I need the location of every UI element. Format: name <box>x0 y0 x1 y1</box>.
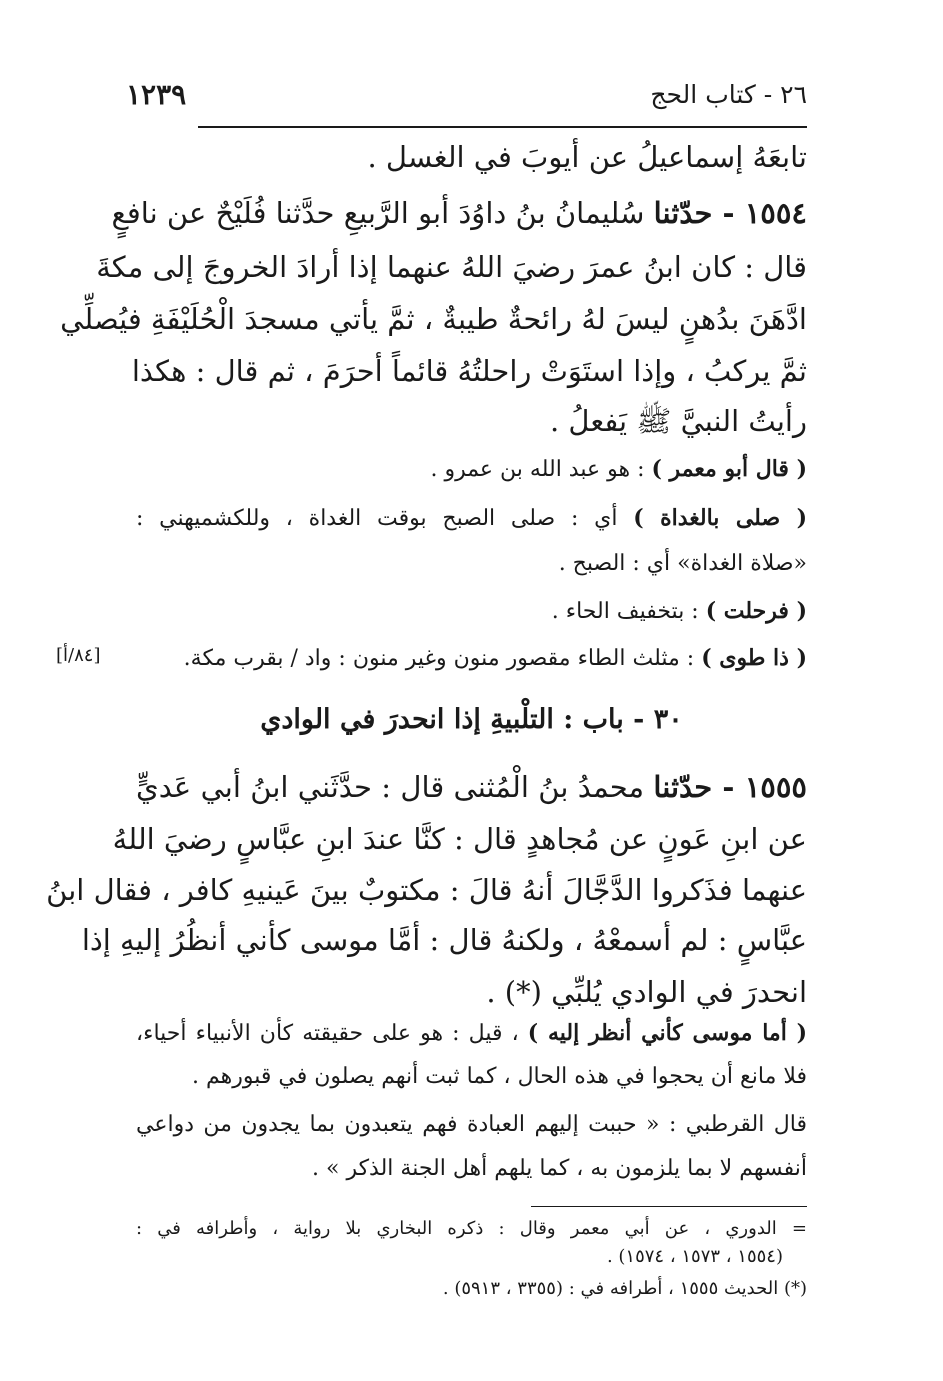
text-line: تابعَهُ إسماعيلُ عن أيوبَ في الغسل . <box>367 140 807 174</box>
page-header <box>126 78 807 126</box>
text-line: ثمَّ يركبُ ، وإذا استَوَتْ راحلتُهُ قائماً أحرَمَ ، ثم قال : هكذا <box>131 354 807 388</box>
commentary-text: أي : صلى الصبح بوقت الغداة ، وللكشميهني : <box>136 506 634 531</box>
chapter-title: ٢٦ - كتاب الحج <box>650 80 807 109</box>
commentary-line <box>136 1020 807 1046</box>
commentary-term: ( ذا طوى ) <box>701 645 807 671</box>
hadith-1555-opening <box>136 770 807 804</box>
hadith-number: ١٥٥٤ - حدّثنا <box>653 196 807 230</box>
page-number: ١٢٣٩ <box>126 78 187 111</box>
commentary-line <box>184 645 807 671</box>
footnote-line: = الدوري ، عن أبي معمر وقال : ذكره البخاري بلا رواية ، وأطرافه في : <box>136 1218 807 1239</box>
hadith-text: سُليمانُ بنُ داوُدَ أبو الرَّبيعِ حدَّثنا فُلَيْحٌ عن نافعٍ <box>111 196 645 230</box>
footnote-line: (١٥٥٤ ، ١٥٧٣ ، ١٥٧٤) . <box>606 1246 783 1267</box>
text-line: رأيتُ النبيَّ ﷺ يَفعلُ . <box>550 404 807 438</box>
commentary-term: ( صلى بالغداة ) <box>633 505 807 531</box>
text-line: عنهما فذَكروا الدَّجَّالَ أنهُ قالَ : مكتوبٌ بينَ عَينيهِ كافر ، فقال ابنُ <box>46 873 807 907</box>
commentary-line <box>430 456 807 482</box>
footnote-line: (*) الحديث ١٥٥٥ ، أطرافه في : (٣٣٥٥ ، ٥٩١٣) . <box>442 1278 807 1299</box>
commentary-line: «صلاة الغداة» أي : الصبح . <box>558 551 807 576</box>
commentary-line <box>136 505 807 531</box>
commentary-text: : بتخفيف الحاء . <box>551 599 706 624</box>
footnote-rule <box>531 1206 807 1207</box>
commentary-text: : مثلث الطاء مقصور منون وغير منون : واد / بقرب مكة. <box>183 646 702 671</box>
commentary-text: ، قيل : هو على حقيقته كأن الأنبياء أحياء، <box>136 1021 528 1046</box>
chapter-heading: ٣٠ - باب : التلْبيةِ إذا انحدرَ في الوادي <box>260 704 683 735</box>
commentary-line: فلا مانع أن يحجوا في هذه الحال ، كما ثبت أنهم يصلون في قبورهم . <box>192 1064 807 1089</box>
commentary-term: ( قال أبو معمر ) <box>651 456 807 482</box>
commentary-line: قال القرطبي : « حببت إليهم العبادة فهم يتعبدون بما يجدون من دواعي <box>136 1112 807 1137</box>
text-line: انحدرَ في الوادي يُلبِّي (*) . <box>486 975 807 1009</box>
commentary-term: ( فرحلت ) <box>705 598 807 624</box>
commentary-line <box>552 598 807 624</box>
text-line: عن ابنِ عَونٍ عن مُجاهدٍ قال : كنَّا عندَ ابنِ عبَّاسٍ رضيَ اللهُ <box>112 822 807 856</box>
header-rule <box>198 126 807 128</box>
text-line: قال : كان ابنُ عمرَ رضيَ اللهُ عنهما إذا أرادَ الخروجَ إلى مكةَ <box>96 250 807 284</box>
hadith-1554-opening <box>111 196 807 230</box>
commentary-term: ( أما موسى كأني أنظر إليه ) <box>527 1020 807 1046</box>
commentary-line: أنفسهم لا بما يلزمون به ، كما يلهم أهل الجنة الذكر » . <box>312 1156 807 1181</box>
text-line: عبَّاسٍ : لم أسمعْهُ ، ولكنهُ قال : أمَّا موسى كأني أنظُرُ إليهِ إذا <box>81 923 807 957</box>
text-line: ادَّهَنَ بدُهنٍ ليسَ لهُ رائحةٌ طيبةٌ ، ثمَّ يأتي مسجدَ الْحُلَيْفَةِ فيُصلِّي <box>60 302 807 336</box>
commentary-text: : هو عبد الله بن عمرو . <box>430 457 652 482</box>
hadith-number: ١٥٥٥ - حدّثنا <box>653 770 807 804</box>
manuscript-folio-marker: [٨٤/أ] <box>56 645 101 666</box>
hadith-text: محمدُ بنُ الْمُثنى قال : حدَّثَني ابنُ أبي عَديٍّ <box>136 770 644 804</box>
